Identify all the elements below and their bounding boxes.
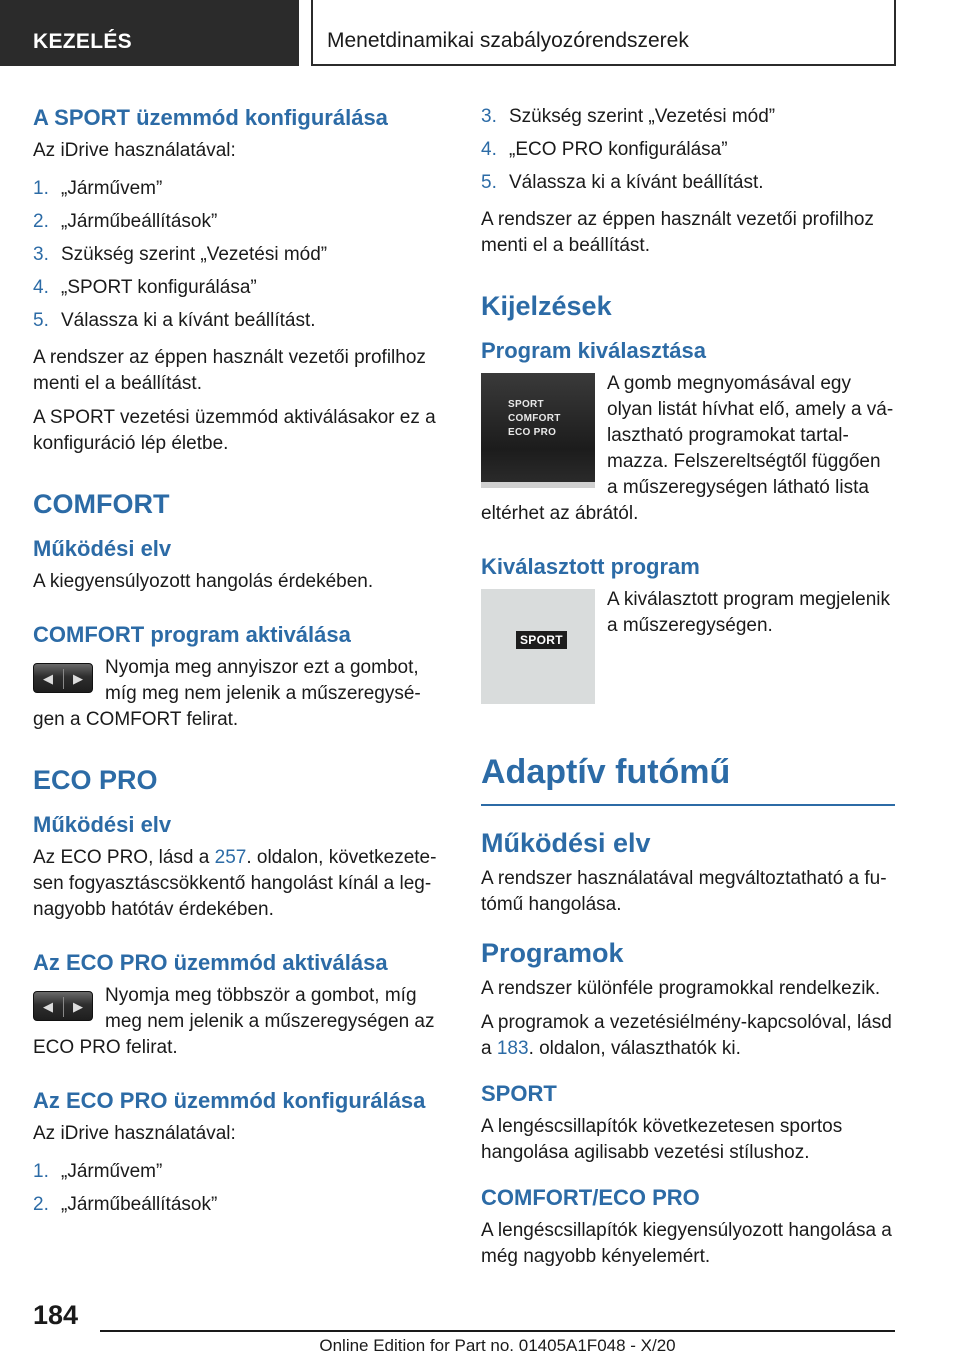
list-item: 5. Válassza ki a kívánt beállítást. [481,172,764,193]
menu-item-sport: SPORT [508,399,544,410]
heading-comfort-eco: COMFORT/ECO PRO [481,1185,700,1210]
menu-item-eco-pro: ECO PRO [508,427,557,438]
sport-badge: SPORT [516,631,567,649]
drive-mode-button-icon [33,663,93,693]
eco-config-steps-cont [481,100,895,199]
chapter-title: Menetdinamikai szabályozórendszerek [311,0,896,66]
footer-divider [100,1330,895,1332]
heading-eco-principle: Működési elv [33,812,172,837]
heading-adaptive-suspension: Adaptív futómű [481,750,895,806]
selected-program-block [481,587,895,708]
sport-text: A lengéscsillapítók következetesen sportos hangolása agilisabb vezetési stílushoz. [481,1116,843,1163]
heading-eco-activate: Az ECO PRO üzemmód aktiválása [33,950,388,975]
eco-config-para: A rendszer az éppen használt vezetői profilhoz menti el a beállítást. [481,209,874,256]
heading-selected-program: Kiválasztott program [481,554,700,579]
program-list-display-image [481,373,595,488]
right-column [481,100,895,1278]
adaptive-principle-text: A rendszer használatával megváltoztatható a futómű hangolása. [481,868,887,915]
comfort-activate-block [33,655,438,733]
heading-comfort-principle: Működési elv [33,536,172,561]
arrow-left-icon: ◀ [43,999,53,1014]
heading-eco-pro: ECO PRO [33,765,158,795]
list-item: 1. „Járművem” [33,1161,163,1182]
list-item: 3. Szükség szerint „Vezetési mód” [481,106,776,127]
program-select-block [481,371,895,527]
sport-config-steps [33,172,438,337]
sport-config-intro: Az iDrive használatával: [33,140,236,161]
list-item: 1. „Járművem” [33,178,163,199]
sport-config-para2: A SPORT vezetési üzemmód aktiválásakor ez a konfiguráció lép életbe. [33,407,436,454]
heading-eco-config: Az ECO PRO üzemmód konfigurálása [33,1088,426,1113]
page-link-183[interactable]: 183 [496,1038,529,1059]
comfort-activate-text: Nyomja meg annyiszor ezt a gombot, míg meg nem jelenik a műszeregységen a COMFORT felirat. [33,657,421,730]
selected-program-display-image [481,589,595,704]
heading-sport: SPORT [481,1081,557,1106]
selected-program-text: A kiválasztott program megjelenik a műszeregységen. [607,589,891,636]
menu-item-comfort: COMFORT [508,413,561,424]
heading-sport-config: A SPORT üzemmód konfigurálása [33,105,388,130]
drive-mode-button-icon [33,991,93,1021]
heading-program-select: Program kiválasztása [481,338,707,363]
program-select-text: A gomb megnyomásával egy olyan listát hívhat elő, amely a választható programokat tartalmazza. Felszereltségtől függően a műszeregységen látható lista eltérhet az ábrától. [481,373,894,524]
eco-config-intro: Az iDrive használatával: [33,1123,236,1144]
comfort-eco-text: A lengéscsillapítók kiegyensúlyozott hangolása a még nagyobb kényelemért. [481,1220,892,1267]
eco-config-steps [33,1155,438,1221]
footer-edition: Online Edition for Part no. 01405A1F048 - X/20 [319,1336,676,1355]
list-item: 2. „Járműbeállítások” [33,1194,218,1215]
section-tab: KEZELÉS [0,0,299,66]
list-item: 3. Szükség szerint „Vezetési mód” [33,244,328,265]
page-header [0,0,960,66]
heading-comfort-activate: COMFORT program aktiválása [33,622,351,647]
arrow-right-icon: ▶ [73,671,83,686]
heading-programs: Programok [481,938,624,968]
sport-config-para1: A rendszer az éppen használt vezetői profilhoz menti el a beállítást. [33,347,426,394]
heading-displays: Kijelzések [481,291,612,321]
list-item: 4. „ECO PRO konfigurálása” [481,139,728,160]
programs-link-text: A programok a vezetésiélmény-kapcsolóval, lásd a 183. oldalon, választhatók ki. [481,1012,892,1059]
eco-activate-text: Nyomja meg többször a gombot, míg meg nem jelenik a műszeregységen az ECO PRO felirat. [33,985,435,1058]
page-link-257[interactable]: 257 [214,847,247,868]
eco-principle-text: Az ECO PRO, lásd a 257. oldalon, következetesen fogyasztáscsökkentő hangolást kínál a legnagyobb hatótáv érdekében. [33,847,437,920]
comfort-principle-text: A kiegyensúlyozott hangolás érdekében. [33,571,374,592]
list-item: 5. Válassza ki a kívánt beállítást. [33,310,316,331]
heading-adaptive-principle: Működési elv [481,828,651,858]
programs-text: A rendszer különféle programokkal rendelkezik. [481,978,881,999]
page-number: 184 [33,1300,79,1330]
list-item: 4. „SPORT konfigurálása” [33,277,257,298]
list-item: 2. „Járműbeállítások” [33,211,218,232]
arrow-left-icon: ◀ [43,671,53,686]
heading-comfort: COMFORT [33,489,170,519]
eco-activate-block [33,983,438,1061]
arrow-right-icon: ▶ [73,999,83,1014]
left-column [33,100,438,1229]
